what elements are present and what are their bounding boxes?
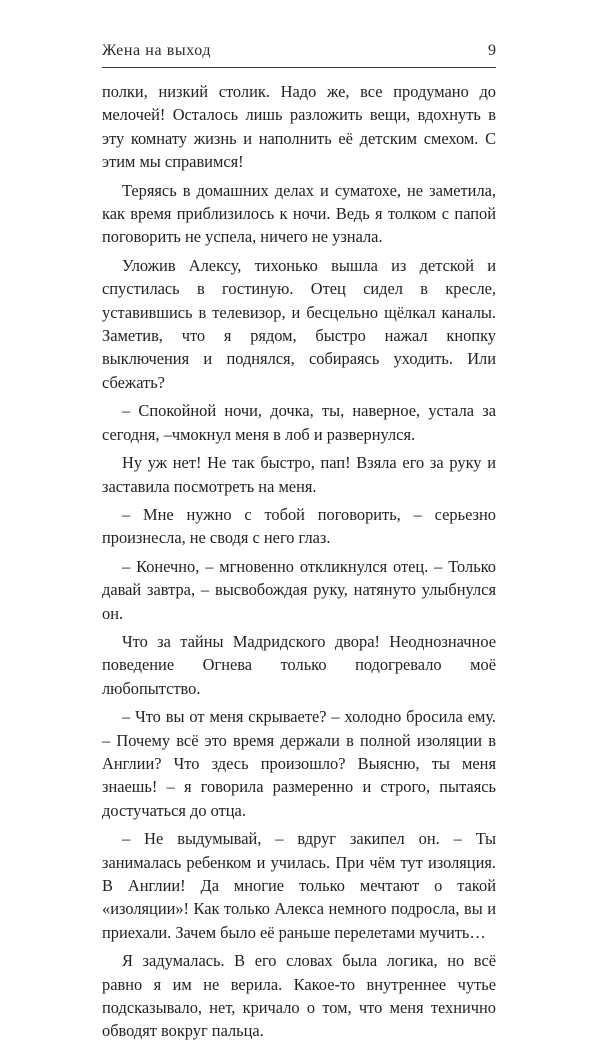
paragraph: – Не выдумывай, – вдруг закипел он. – Ты занималась ребенком и училась. При чём тут изоляция. В Англии! Да многие только мечтают о такой «изоляции»! Как только Алекса немного подросла, вы и приехали. Зачем было её раньше перелетами мучить…: [102, 829, 496, 942]
paragraph: полки, низкий столик. Надо же, все продумано до мелочей! Осталось лишь разложить вещи, вдохнуть в эту комнату жизнь и наполнить её детским смехом. С этим мы справимся!: [102, 82, 496, 172]
page-header: [102, 40, 496, 68]
paragraph: Уложив Алексу, тихонько вышла из детской и спустилась в гостиную. Отец сидел в кресле, уставившись в телевизор, и бесцельно щёлкал каналы. Заметив, что я рядом, быстро нажал кнопку выключения и поднялся, собираясь уходить. Или сбежать?: [102, 255, 496, 392]
page-number: 9: [488, 42, 496, 59]
header-divider: [102, 67, 496, 68]
paragraph: Ну уж нет! Не так быстро, пап! Взяла его за руку и заставила посмотреть на меня.: [102, 453, 496, 496]
paragraph: – Спокойной ночи, дочка, ты, наверное, устала за сегодня, –чмокнул меня в лоб и развернулся.: [102, 401, 496, 444]
paragraph: – Что вы от меня скрываете? – холодно бросила ему. – Почему всё это время держали в полной изоляции в Англии? Что здесь произошло? Выясню, ты меня знаешь! – я говорила размеренно и строго, пытаясь достучаться до отца.: [102, 707, 496, 820]
paragraph: Теряясь в домашних делах и суматохе, не заметила, как время приблизилось к ночи. Ведь я толком с папой поговорить не успела, ничего не узнала.: [102, 180, 496, 247]
paragraph: – Мне нужно с тобой поговорить, – серьезно произнесла, не сводя с него глаз.: [102, 504, 496, 548]
paragraph: Что за тайны Мадридского двора! Неоднозначное поведение Огнева только подогревало моё любопытство.: [102, 631, 496, 698]
body-text: [102, 80, 496, 1048]
running-title: Жена на выход: [102, 42, 212, 59]
paragraph: Я задумалась. В его словах была логика, но всё равно я им не верила. Какое-то внутреннее чутье подсказывало, нет, кричало о том, что меня технично обводят вокруг пальца.: [102, 951, 496, 1041]
paragraph: – Конечно, – мгновенно откликнулся отец. – Только давай завтра, – высвобождая руку, натянуто улыбнулся он.: [102, 556, 496, 623]
